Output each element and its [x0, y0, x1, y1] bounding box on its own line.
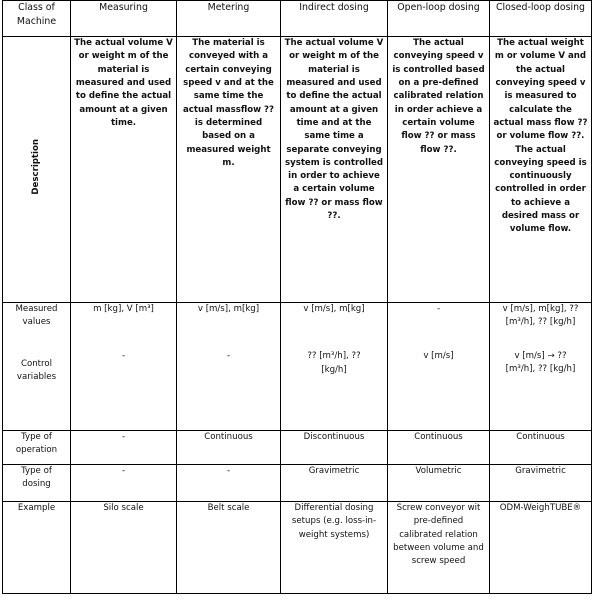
- header-open-loop-dosing: Open-loop dosing: [388, 1, 490, 37]
- description-open-loop-dosing: The actual conveying speed v is controlled based on a pre-defined calibrated relation in order achieve a certain volume flow ?? or mass flow ??.: [388, 37, 490, 303]
- description-metering: The material is conveyed with a certain conveying speed v and at the same time the actual massflow ?? is determined based on a measured weight m.: [177, 37, 281, 303]
- control-variables-label: Control variables: [16, 358, 57, 382]
- description-row: [3, 37, 592, 303]
- type-of-dosing-row: [3, 465, 592, 502]
- header-measuring: Measuring: [71, 1, 177, 37]
- example-metering: Belt scale: [177, 502, 281, 594]
- description-label: [3, 37, 71, 303]
- header-metering: Metering: [177, 1, 281, 37]
- type-of-operation-closed-loop-dosing: Continuous: [490, 431, 592, 465]
- control-variables-open-loop-dosing: v [m/s]: [423, 351, 454, 362]
- header-closed-loop-dosing: Closed-loop dosing: [490, 1, 592, 37]
- type-of-operation-row: [3, 431, 592, 465]
- type-of-operation-label: Type of operation: [3, 431, 71, 465]
- type-of-operation-open-loop-dosing: Continuous: [388, 431, 490, 465]
- values-metering-cell: [177, 303, 281, 431]
- type-of-dosing-closed-loop-dosing: Gravimetric: [490, 465, 592, 502]
- measured-values-metering: v [m/s], m[kg]: [197, 304, 260, 314]
- type-of-operation-indirect-dosing: Discontinuous: [281, 431, 388, 465]
- type-of-dosing-label: Type of dosing: [3, 465, 71, 502]
- measured-values-indirect-dosing: v [m/s], m[kg]: [303, 304, 365, 314]
- control-variables-closed-loop-dosing: v [m/s] → ?? [m³/h], ?? [kg/h]: [505, 350, 576, 374]
- control-variables-indirect-dosing: ?? [m³/h], ?? [kg/h]: [307, 351, 361, 375]
- values-labels-cell: [3, 303, 71, 431]
- type-of-dosing-open-loop-dosing: Volumetric: [388, 465, 490, 502]
- values-closed-loop-dosing-cell: [490, 303, 592, 431]
- type-of-dosing-measuring: -: [71, 465, 177, 502]
- example-measuring: Silo scale: [71, 502, 177, 594]
- example-label: Example: [3, 502, 71, 594]
- control-variables-metering: -: [226, 351, 231, 362]
- type-of-dosing-indirect-dosing: Gravimetric: [281, 465, 388, 502]
- example-open-loop-dosing: Screw conveyor wit pre-defined calibrated relation between volume and screw speed: [388, 502, 490, 594]
- measured-values-measuring: m [kg], V [m³]: [93, 304, 154, 314]
- header-indirect-dosing: Indirect dosing: [281, 1, 388, 37]
- control-variables-measuring: -: [121, 351, 126, 362]
- measured-values-closed-loop-dosing: v [m/s], m[kg], ?? [m³/h], ?? [kg/h]: [502, 304, 579, 328]
- values-indirect-dosing-cell: [281, 303, 388, 431]
- example-indirect-dosing: Differential dosing setups (e.g. loss-in-weight systems): [281, 502, 388, 594]
- measured-values-open-loop-dosing: -: [436, 304, 441, 314]
- example-row: [3, 502, 592, 594]
- header-row: [3, 1, 592, 37]
- header-class-of-machine: Class of Machine: [3, 1, 71, 37]
- example-closed-loop-dosing: ODM-WeighTUBE®: [490, 502, 592, 594]
- measured-values-label: Measured values: [15, 304, 58, 328]
- type-of-operation-metering: Continuous: [177, 431, 281, 465]
- values-row: [3, 303, 592, 431]
- description-measuring: The actual volume V or weight m of the material is measured and used to define the actual amount at a given time.: [71, 37, 177, 303]
- description-closed-loop-dosing: The actual weight m or volume V and the actual conveying speed v is measured to calculate the actual mass flow ?? or volume flow ??. The actual conveying speed is continuously controlled in order to achieve a desired mass or volume flow.: [490, 37, 592, 303]
- type-of-operation-measuring: -: [71, 431, 177, 465]
- description-label-text: Description: [30, 139, 41, 195]
- values-open-loop-dosing-cell: [388, 303, 490, 431]
- description-indirect-dosing: The actual volume V or weight m of the material is measured and used to define the actual amount at a given time and at the same time a separate conveying system is controlled in order to achieve a certain volume flow ?? or mass flow ??.: [281, 37, 388, 303]
- values-measuring-cell: [71, 303, 177, 431]
- type-of-dosing-metering: -: [177, 465, 281, 502]
- machine-classification-table: [2, 0, 592, 594]
